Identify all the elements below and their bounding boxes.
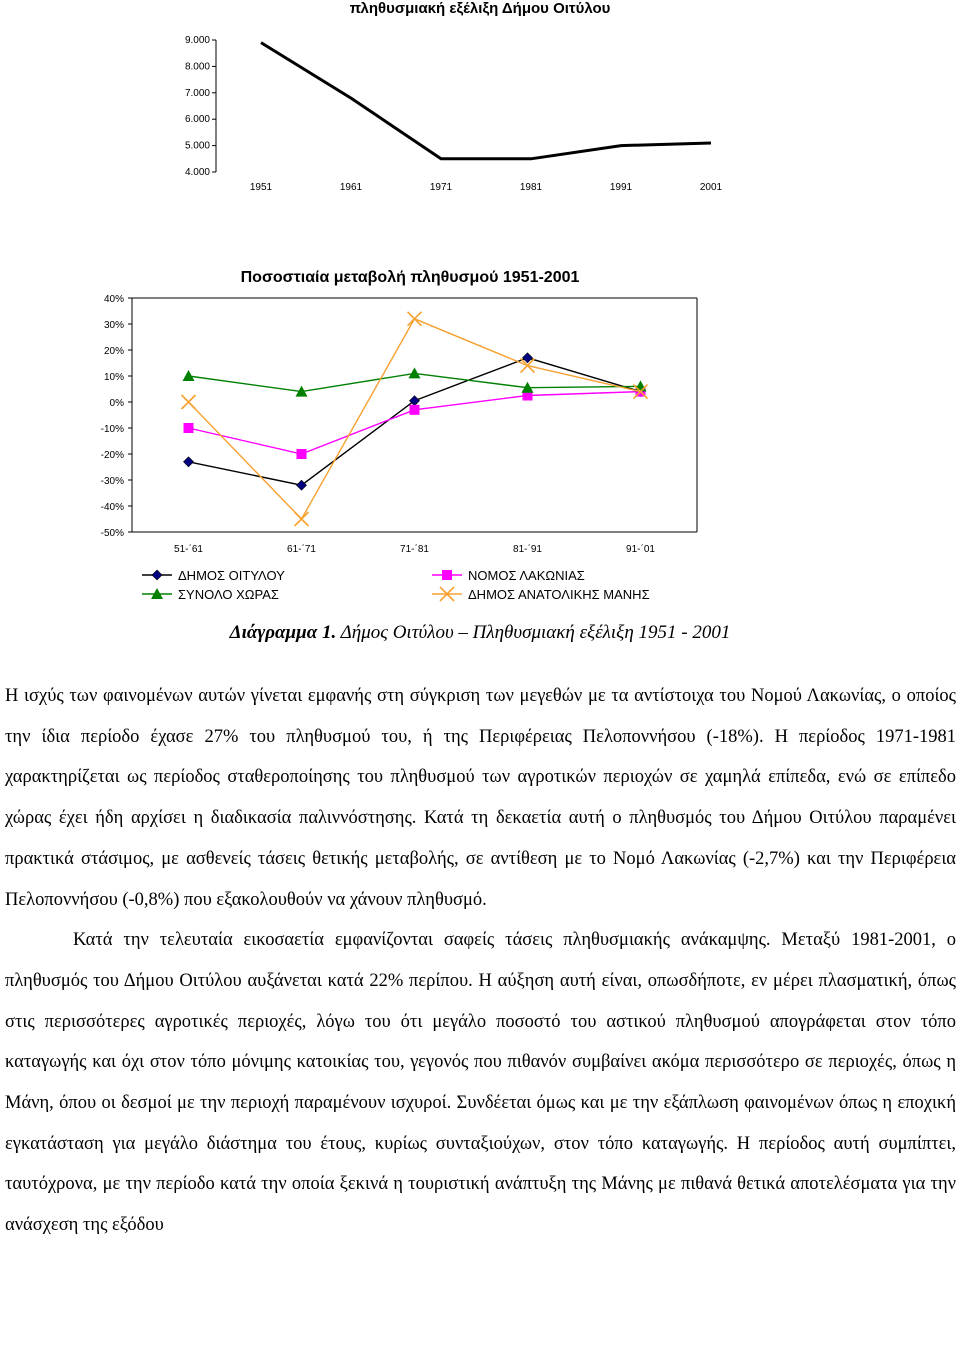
y-tick-label: -10% bbox=[100, 424, 124, 435]
data-point-marker bbox=[297, 480, 307, 490]
data-point-marker bbox=[295, 512, 309, 526]
legend-marker bbox=[442, 570, 452, 580]
x-tick-label: 91-΄01 bbox=[626, 544, 655, 555]
figure-caption bbox=[0, 622, 960, 644]
legend-label: ΣΥΝΟΛΟ ΧΩΡΑΣ bbox=[178, 587, 279, 602]
data-point-marker bbox=[184, 457, 194, 467]
x-tick-label: 81-΄91 bbox=[513, 544, 542, 555]
x-tick-label: 2001 bbox=[699, 182, 723, 193]
legend-item bbox=[142, 587, 279, 602]
data-point-marker bbox=[410, 396, 420, 406]
chart2-title: Ποσοστιαία μεταβολή πληθυσμού 1951-2001 bbox=[240, 269, 580, 286]
caption-text: Δήμος Οιτύλου – Πληθυσμιακή εξέλιξη 1951 - 2001 bbox=[340, 622, 731, 643]
data-point-marker bbox=[297, 449, 307, 459]
series-line bbox=[189, 319, 641, 519]
x-tick-label: 1991 bbox=[609, 182, 633, 193]
data-point-marker bbox=[410, 405, 420, 415]
x-tick-label: 71-΄81 bbox=[400, 544, 429, 555]
y-tick-label: 5.000 bbox=[184, 140, 210, 152]
x-tick-label: 61-΄71 bbox=[287, 544, 316, 555]
y-tick-label: 6.000 bbox=[184, 114, 210, 126]
y-tick-label: 0% bbox=[109, 398, 124, 409]
y-tick-label: 4.000 bbox=[184, 167, 210, 178]
body-text bbox=[5, 676, 956, 1246]
population-line bbox=[261, 43, 711, 159]
legend-label: ΔΗΜΟΣ ΑΝΑΤΟΛΙΚΗΣ ΜΑΝΗΣ bbox=[468, 587, 650, 602]
y-tick-label: 8.000 bbox=[184, 61, 210, 73]
legend-item bbox=[432, 568, 585, 583]
y-tick-label: 20% bbox=[103, 346, 124, 357]
chart1-title: πληθυσμιακή εξέλιξη Δήμου Οιτύλου bbox=[349, 0, 611, 17]
population-chart bbox=[0, 0, 960, 200]
data-point-marker bbox=[182, 395, 196, 409]
percent-change-chart bbox=[0, 260, 960, 610]
x-tick-label: 1951 bbox=[249, 182, 273, 193]
paragraph-1: Η ισχύς των φαινομένων αυτών γίνεται εμφανής στη σύγκριση των μεγεθών με τα αντίστοιχα του Νομού Λακωνίας, ο οποίος την ίδια περίοδο έχασε 27% του πληθυσμού του, ή της Περιφέρειας Πελοποννήσου (-18%). Η περίοδος 1971-1981 χαρακτηρίζεται ως περίοδος σταθεροποίησης του πληθυσμού των αγροτικών περιοχών σε χαμηλά επίπεδα, ενώ σε επίπεδο χώρας έχει ήδη αρχίσει η διαδικασία παλιννόστησης. Κατά τη δεκαετία αυτή ο πληθυσμός του Δήμου Οιτύλου παραμένει πρακτικά στάσιμος, με ασθενείς τάσεις θετικής μεταβολής, σε αντίθεση με το Νομό Λακωνίας (-2,7%) και την Περιφέρεια Πελοποννήσου (-0,8%) που εξακολουθούν να χάνουν πληθυσμό. bbox=[5, 686, 956, 910]
y-tick-label: 30% bbox=[103, 320, 124, 331]
y-tick-label: 9.000 bbox=[184, 35, 210, 46]
legend-marker bbox=[152, 570, 162, 580]
legend-item bbox=[142, 568, 285, 583]
y-tick-label: -20% bbox=[100, 450, 124, 461]
y-tick-label: 10% bbox=[103, 372, 124, 383]
x-tick-label: 51-΄61 bbox=[174, 544, 203, 555]
legend-item bbox=[432, 587, 650, 602]
series-3 bbox=[183, 367, 647, 396]
y-tick-label: -50% bbox=[100, 528, 124, 539]
data-point-marker bbox=[408, 312, 422, 326]
legend-label: ΝΟΜΟΣ ΛΑΚΩΝΙΑΣ bbox=[468, 568, 585, 583]
y-tick-label: 7.000 bbox=[184, 87, 210, 99]
y-tick-label: 40% bbox=[103, 294, 124, 305]
data-point-marker bbox=[409, 367, 421, 378]
y-tick-label: -40% bbox=[100, 502, 124, 513]
series-4 bbox=[182, 312, 648, 526]
x-tick-label: 1971 bbox=[429, 182, 453, 193]
caption-label: Διάγραμμα 1. bbox=[229, 622, 337, 643]
paragraph-2: Κατά την τελευταία εικοσαετία εμφανίζονται σαφείς τάσεις πληθυσμιακής ανάκαμψης. Μεταξύ 1981-2001, ο πληθυσμός του Δήμου Οιτύλου αυξάνεται κατά 22% περίπου. Η αύξηση αυτή είναι, οπωσδήποτε, εν μέρει πλασματική, όπως στις περισσότερες αγροτικές περιοχές, λόγω του ότι μεγάλο ποσοστό του αστικού πληθυσμού απογράφεται στον τόπο καταγωγής και όχι στον τόπο μόνιμης κατοικίας του, γεγονός που πιθανόν συμβαίνει ακόμα περισσότερο σε περιοχές, όπως η Μάνη, όπου οι δεσμοί με την περιοχή παραμένουν ισχυροί. Συνδέεται όμως και με την εξάπλωση φαινομένων όπως η εποχική εγκατάσταση για μεγάλο διάστημα του έτους, κυρίως συνταξιούχων, στον τόπο καταγωγής. Η περίοδος αυτή συμπίπτει, ταυτόχρονα, με την περίοδο κατά την οποία ξεκινά η τουριστική ανάπτυξη της Μάνης με πιθανά θετικά αποτελέσματα για την ανάσχεση της εξόδου bbox=[5, 930, 956, 1236]
data-point-marker bbox=[183, 370, 195, 381]
data-point-marker bbox=[184, 423, 194, 433]
x-tick-label: 1981 bbox=[519, 182, 543, 193]
y-tick-label: -30% bbox=[100, 476, 124, 487]
x-tick-label: 1961 bbox=[339, 182, 363, 193]
legend-label: ΔΗΜΟΣ ΟΙΤΥΛΟΥ bbox=[178, 568, 285, 583]
